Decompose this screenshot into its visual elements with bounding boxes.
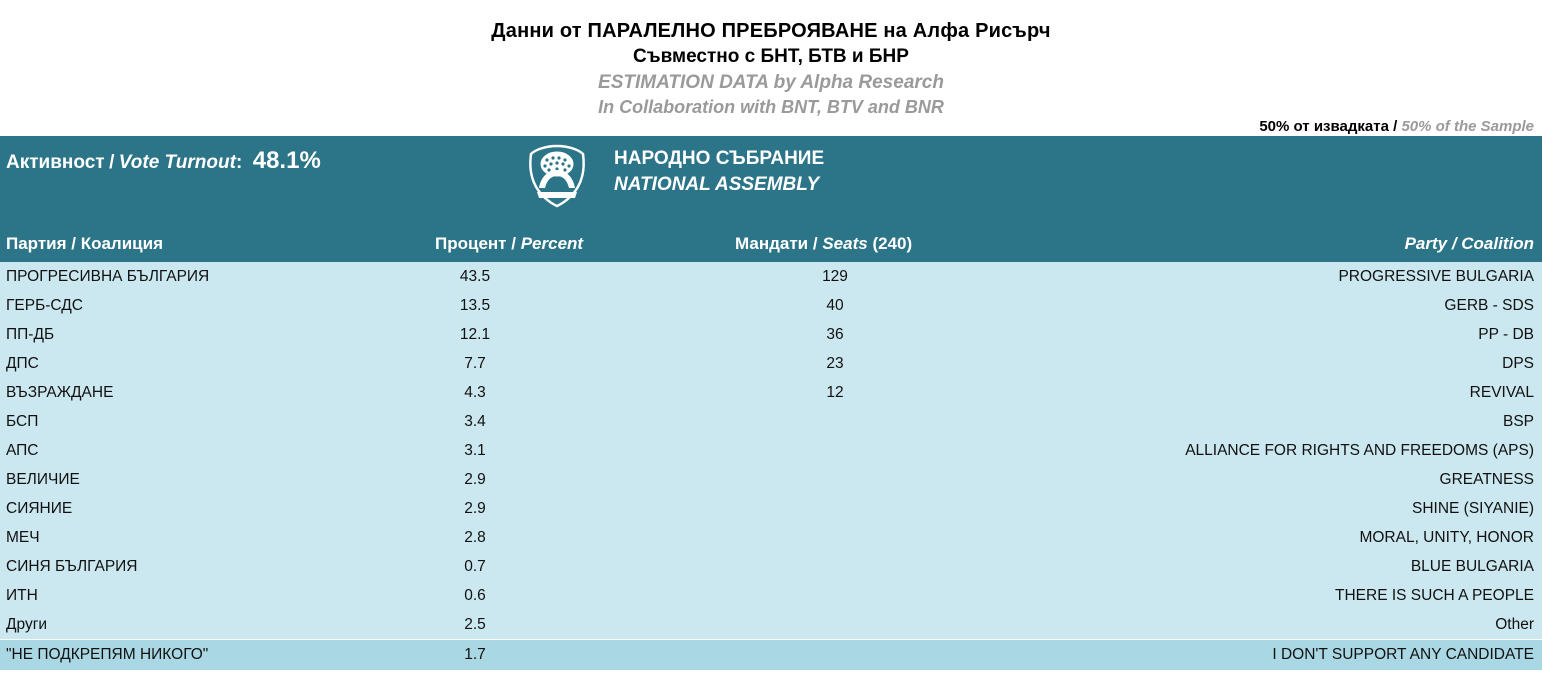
party-name-bulgarian: СИНЯ БЪЛГАРИЯ xyxy=(6,558,138,575)
bulgaria-coat-of-arms-icon xyxy=(519,144,595,208)
column-header-party-english: Party / Coalition xyxy=(1404,234,1534,253)
table-row xyxy=(0,581,1542,610)
party-name-english: THERE IS SUCH A PEOPLE xyxy=(1335,587,1534,604)
table-row xyxy=(0,291,1542,320)
column-header-seats-total: (240) xyxy=(872,234,913,253)
party-seats: 23 xyxy=(826,355,844,372)
party-percent: 0.7 xyxy=(464,558,486,575)
party-percent: 43.5 xyxy=(459,268,491,285)
party-name-english: ALLIANCE FOR RIGHTS AND FREEDOMS (APS) xyxy=(1185,442,1534,459)
party-name-bulgarian: ПРОГРЕСИВНА БЪЛГАРИЯ xyxy=(6,268,210,285)
column-header-seats-bulgarian: Мандати xyxy=(735,234,809,253)
table-row xyxy=(0,494,1542,523)
party-name-bulgarian: ГЕРБ-СДС xyxy=(6,297,83,314)
assembly-english: NATIONAL ASSEMBLY xyxy=(614,174,820,195)
turnout-colon: : xyxy=(235,152,243,173)
title-english-line2: In Collaboration with BNT, BTV and BNR xyxy=(598,97,944,117)
teal-header-band xyxy=(0,136,1542,262)
party-percent: 7.7 xyxy=(464,355,486,372)
party-name-english: SHINE (SIYANIE) xyxy=(1411,500,1534,517)
party-percent: 0.6 xyxy=(464,587,486,604)
table-row xyxy=(0,552,1542,581)
party-name-english: GREATNESS xyxy=(1439,471,1534,488)
party-name-english: I DON'T SUPPORT ANY CANDIDATE xyxy=(1272,646,1534,663)
column-header-percent xyxy=(435,234,583,254)
table-row-no-candidate xyxy=(0,639,1542,670)
title-bulgarian-line2: Съвместно с БНТ, БТВ и БНР xyxy=(633,46,909,67)
party-name-bulgarian: ВЕЛИЧИЕ xyxy=(6,471,80,488)
party-percent: 2.9 xyxy=(464,500,486,517)
table-row xyxy=(0,407,1542,436)
party-name-bulgarian: ПП-ДБ xyxy=(6,326,55,343)
column-header-seats-separator: / xyxy=(812,234,818,253)
party-percent: 12.1 xyxy=(459,326,491,343)
sample-separator: / xyxy=(1393,118,1398,135)
column-header-seats-english: Seats xyxy=(822,234,868,253)
vote-turnout-block xyxy=(6,147,321,175)
party-name-english: BSP xyxy=(1502,413,1534,430)
party-name-english: BLUE BULGARIA xyxy=(1410,558,1534,575)
party-name-bulgarian: СИЯНИЕ xyxy=(6,500,73,517)
party-name-bulgarian: Други xyxy=(6,616,48,633)
party-name-english: DPS xyxy=(1502,355,1534,372)
table-row xyxy=(0,436,1542,465)
party-percent: 3.4 xyxy=(464,413,486,430)
party-name-english: PROGRESSIVE BULGARIA xyxy=(1338,268,1534,285)
column-header-percent-bulgarian: Процент xyxy=(435,234,507,253)
party-name-bulgarian: БСП xyxy=(6,413,39,430)
table-column-headers xyxy=(0,230,1542,262)
party-percent: 3.1 xyxy=(464,442,486,459)
sample-size-note xyxy=(1259,118,1534,135)
table-row xyxy=(0,378,1542,407)
table-row xyxy=(0,320,1542,349)
party-name-bulgarian: МЕЧ xyxy=(6,529,40,546)
header-titles xyxy=(0,0,1542,119)
party-name-english: PP - DB xyxy=(1478,326,1534,343)
party-name-english: REVIVAL xyxy=(1469,384,1534,401)
table-row xyxy=(0,610,1542,639)
party-percent: 2.5 xyxy=(464,616,486,633)
party-name-bulgarian: ДПС xyxy=(6,355,39,372)
party-name-english: GERB - SDS xyxy=(1444,297,1534,314)
party-seats: 40 xyxy=(826,297,844,314)
results-table xyxy=(0,262,1542,670)
table-row xyxy=(0,523,1542,552)
party-percent: 2.9 xyxy=(464,471,486,488)
party-seats: 36 xyxy=(826,326,844,343)
party-name-english: MORAL, UNITY, HONOR xyxy=(1359,529,1534,546)
sample-size-english: 50% of the Sample xyxy=(1401,118,1534,135)
table-row xyxy=(0,262,1542,291)
party-percent: 4.3 xyxy=(464,384,486,401)
party-name-bulgarian: ИТН xyxy=(6,587,38,604)
party-name-bulgarian: АПС xyxy=(6,442,39,459)
party-seats: 12 xyxy=(826,384,844,401)
party-percent: 2.8 xyxy=(464,529,486,546)
party-seats: 129 xyxy=(822,268,848,285)
sample-size-bulgarian: 50% от извадката xyxy=(1259,118,1389,135)
assembly-bulgarian: НАРОДНО СЪБРАНИЕ xyxy=(614,148,825,169)
column-header-percent-english: Percent xyxy=(520,234,584,253)
title-bulgarian-line1: Данни от ПАРАЛЕЛНО ПРЕБРОЯВАНЕ на Алфа Рисърч xyxy=(491,20,1051,42)
turnout-separator: / xyxy=(109,152,115,173)
party-percent: 1.7 xyxy=(464,646,486,663)
party-name-bulgarian: "НЕ ПОДКРЕПЯМ НИКОГО" xyxy=(6,646,209,663)
column-header-party-bulgarian: Партия / Коалиция xyxy=(6,234,163,253)
turnout-label-english: Vote Turnout xyxy=(118,152,236,173)
party-name-bulgarian: ВЪЗРАЖДАНЕ xyxy=(6,384,114,401)
table-row xyxy=(0,349,1542,378)
table-row xyxy=(0,465,1542,494)
turnout-value: 48.1% xyxy=(252,147,321,174)
party-name-english: Other xyxy=(1495,616,1534,633)
turnout-label-bulgarian: Активност xyxy=(6,152,105,173)
national-assembly-label xyxy=(614,146,824,198)
column-header-percent-separator: / xyxy=(511,234,516,253)
party-percent: 13.5 xyxy=(459,297,491,314)
column-header-seats xyxy=(735,234,912,254)
title-english-line1: ESTIMATION DATA by Alpha Research xyxy=(598,72,944,93)
